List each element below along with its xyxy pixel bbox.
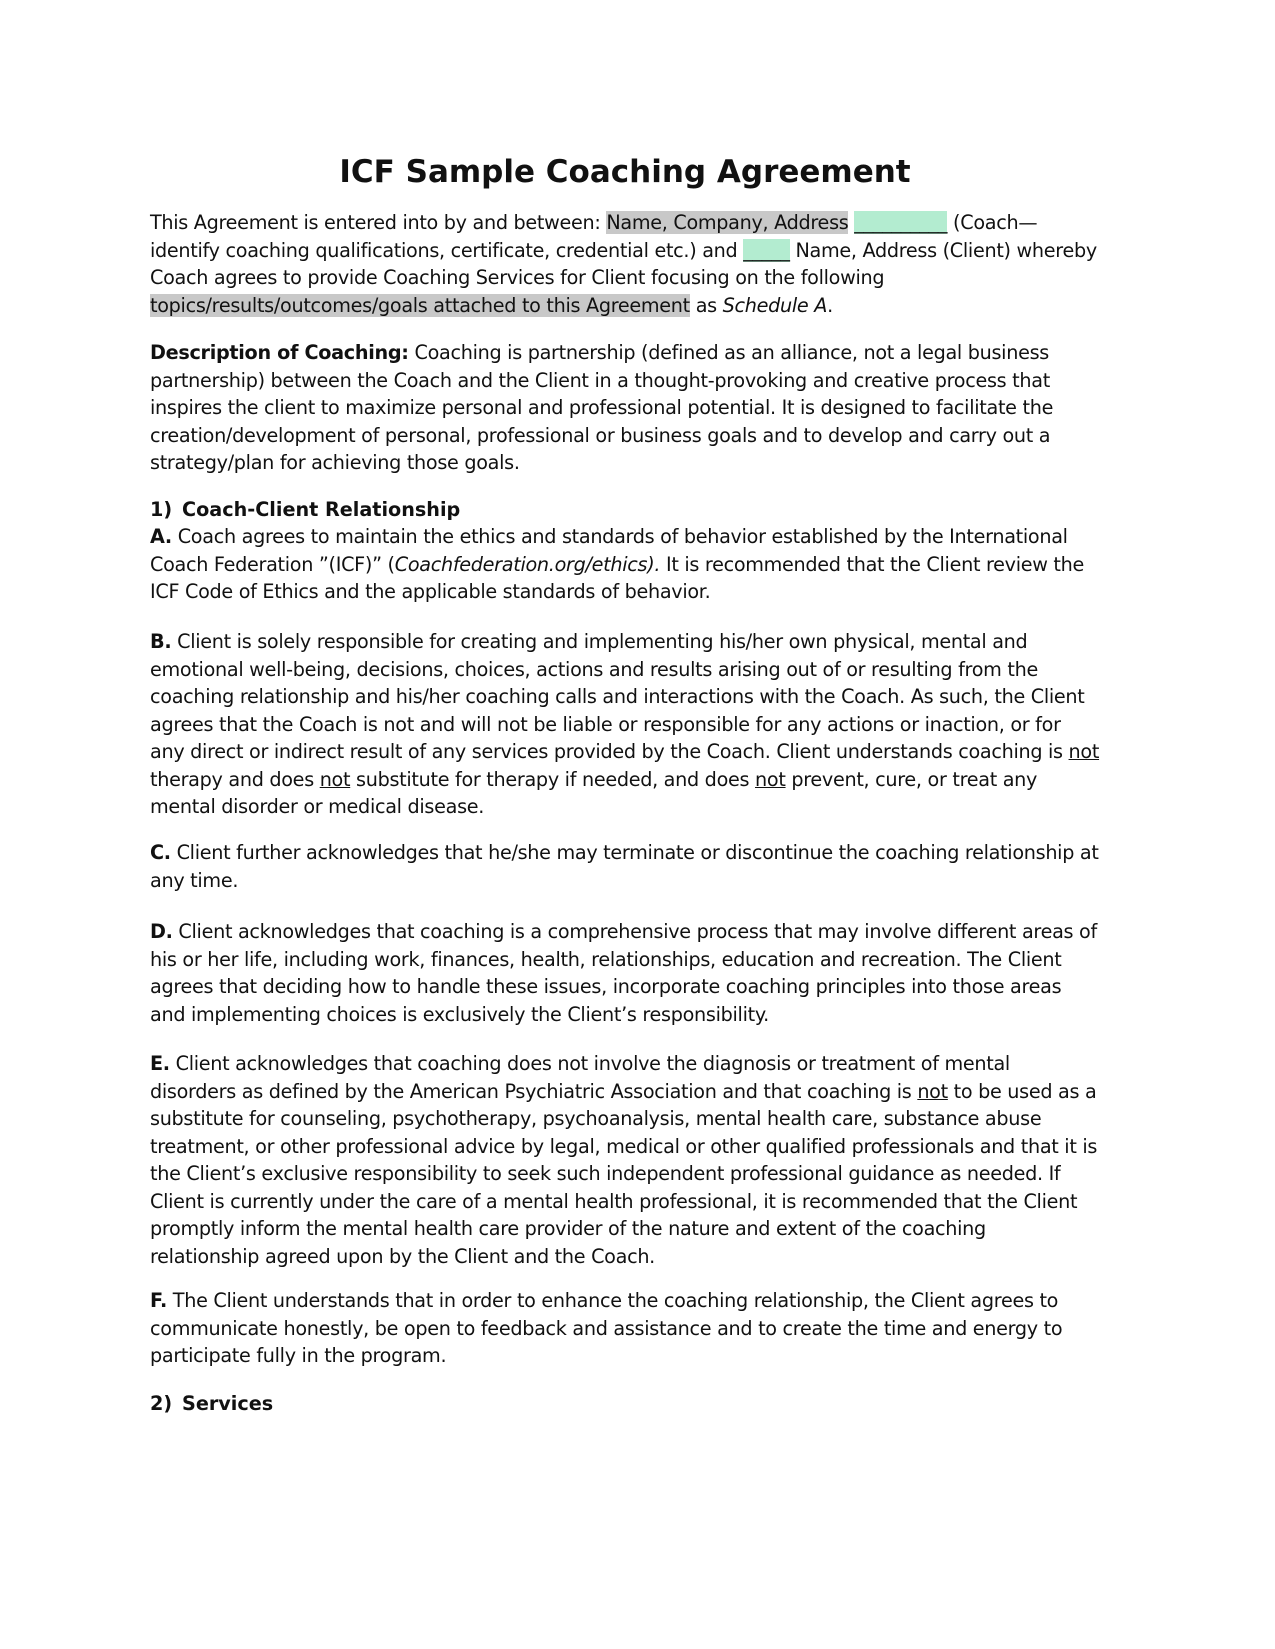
intro-text: as xyxy=(689,293,723,317)
underlined-not: not xyxy=(917,1079,948,1103)
clause-d xyxy=(150,918,1100,1028)
underlined-not: not xyxy=(755,767,786,791)
intro-text: . xyxy=(827,293,833,317)
intro-paragraph xyxy=(150,209,1100,319)
clause-text: Client acknowledges that coaching does not involve the diagnosis or treatment of mental disorders as defined by the American Psychiatric Association and that coaching is xyxy=(150,1052,1010,1103)
intro-text: Name, Address (Client) whereby Coach agrees to provide Coaching Services for Client focusing on the following xyxy=(150,238,1097,289)
clause-f xyxy=(150,1287,1100,1370)
intro-text: (Coach—identify coaching qualifications, certificate, credential etc.) and xyxy=(150,211,1038,262)
intro-text: This Agreement is entered into by and between: xyxy=(150,211,607,234)
clause-text: Client further acknowledges that he/she may terminate or discontinue the coaching relationship at any time. xyxy=(150,841,1099,892)
description-label: Description of Coaching: xyxy=(150,341,409,364)
clause-text: Client is solely responsible for creating and implementing his/her own physical, mental and emotional well-being, decisions, choices, actions and results arising out of or resulting from the coaching relationship and his/her coaching calls and interactions with the Coach. As such, the Client agrees that the Coach is not and will not be liable or responsible for any actions or inaction, or for any direct or indirect result of any services provided by the Coach. Client understands coaching is xyxy=(150,630,1085,763)
section-2-heading xyxy=(150,1390,273,1418)
ethics-link-text: Coachfederation.org/ethics). xyxy=(394,552,661,576)
clause-text: prevent, cure, or treat any mental disorder or medical disease. xyxy=(150,767,1038,818)
underlined-not: not xyxy=(1068,740,1100,763)
clause-b xyxy=(150,628,1100,821)
clause-text: Coach agrees to maintain the ethics and standards of behavior established by the International Coach Federation ”(ICF)” ( xyxy=(150,525,1068,576)
coach-blank-field: __________ xyxy=(854,211,948,234)
document-title: ICF Sample Coaching Agreement xyxy=(339,154,911,190)
clause-text: Client acknowledges that coaching is a comprehensive process that may involve different areas of his or her life, including work, finances, health, relationships, education and recreation. The Client agrees that deciding how to handle these issues, incorporate coaching principles into those areas and implementing choices is exclusively the Client’s responsibility. xyxy=(150,920,1097,1026)
clause-a xyxy=(150,523,1100,606)
clause-text: to be used as a substitute for counseling, psychotherapy, psychoanalysis, mental health care, substance abuse treatment, or other professional advice by legal, medical or other qualified professionals and that it is the Client’s exclusive responsibility to seek such independent professional guidance as needed. If Client is currently under the care of a mental health professional, it is recommended that the Client promptly inform the mental health care provider of the nature and extent of the coaching relationship agreed upon by the Client and the Coach. xyxy=(150,1079,1098,1268)
client-blank-field: _____ xyxy=(743,238,790,262)
description-paragraph xyxy=(150,339,1100,477)
section-1-heading xyxy=(150,496,460,524)
section-number: 1) xyxy=(150,498,173,521)
clause-label: B. xyxy=(150,630,172,653)
schedule-a-reference: Schedule A xyxy=(722,293,828,317)
clause-text: It is recommended that the Client review the ICF Code of Ethics and the applicable standards of behavior. xyxy=(150,552,1085,603)
clause-c xyxy=(150,839,1100,894)
underlined-not: not xyxy=(319,767,351,791)
clause-e xyxy=(150,1050,1100,1270)
clause-text: therapy and does xyxy=(150,767,320,791)
clause-label: E. xyxy=(150,1052,170,1075)
clause-label: C. xyxy=(150,841,171,864)
section-title: Coach-Client Relationship xyxy=(182,498,461,521)
highlighted-coach-name-field: Name, Company, Address xyxy=(606,211,849,234)
description-text: Coaching is partnership (defined as an alliance, not a legal business partnership) between the Coach and the Client in a thought-provoking and creative process that inspires the client to maximize personal and professional potential. It is designed to facilitate the creation/development of personal, professional or business goals and to develop and carry out a strategy/plan for achieving those goals. xyxy=(150,341,1054,474)
clause-label: D. xyxy=(150,920,173,943)
clause-text: substitute for therapy if needed, and does xyxy=(350,767,756,791)
clause-text: The Client understands that in order to enhance the coaching relationship, the Client agrees to communicate honestly, be open to feedback and assistance and to create the time and energy to participate fully in the program. xyxy=(150,1289,1063,1367)
clause-label: A. xyxy=(150,525,172,548)
clause-label: F. xyxy=(150,1289,167,1312)
highlighted-goals-field: topics/results/outcomes/goals attached to this Agreement xyxy=(150,293,690,317)
section-number: 2) xyxy=(150,1392,173,1415)
section-title: Services xyxy=(182,1392,274,1415)
